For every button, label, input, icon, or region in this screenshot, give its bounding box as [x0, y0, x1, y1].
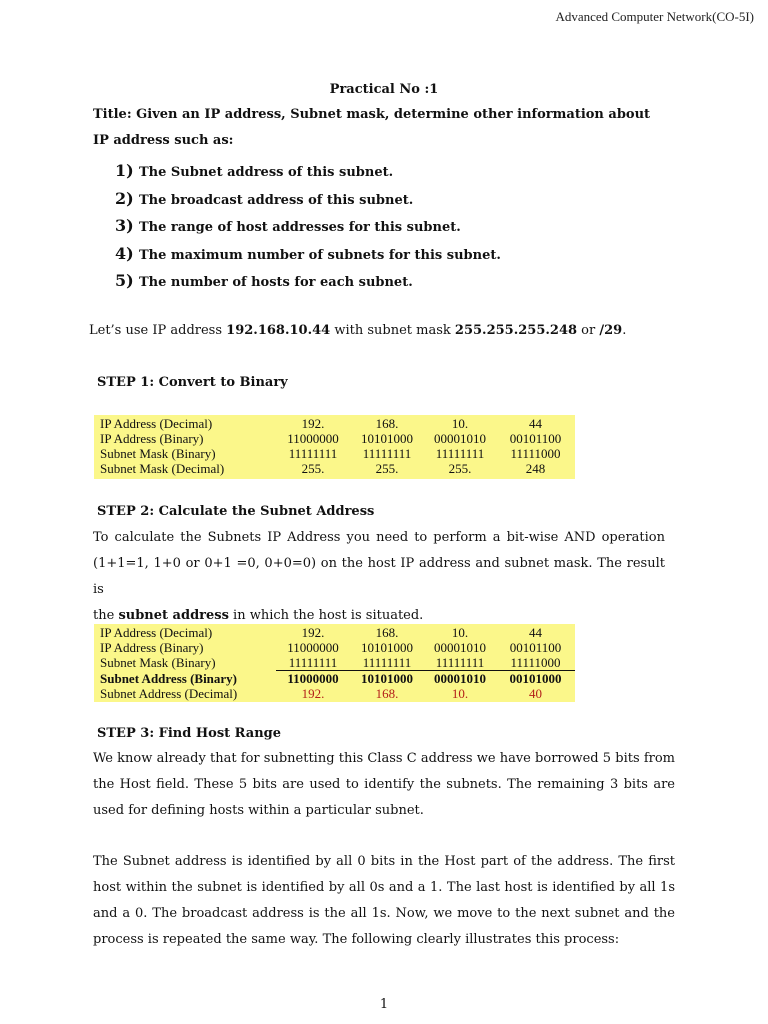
practical-number: Practical No :1 — [329, 82, 439, 97]
list-item: 3) The range of host addresses for this subnet. — [115, 216, 461, 235]
table-row: Subnet Mask (Decimal) 255. 255. 255. 248 — [100, 461, 546, 476]
title-line-2: IP address such as: — [93, 133, 234, 148]
list-item: 2) The broadcast address of this subnet. — [115, 188, 414, 208]
step3-paragraph-2: The Subnet address is identified by all 0 bits in the Host part of the address. The first host within the subnet is identified by all 0s and a 1. The last host is identified by all 1s and a 0. The broadcast address is the all 1s. Now, we move to the next subnet and the process is repeated the same way. The following clearly illustrates this process: — [93, 854, 675, 947]
objectives-list — [115, 157, 501, 295]
list-item: 5) The number of hosts for each subnet. — [115, 271, 413, 290]
table-row: IP Address (Decimal) 192. 168. 10. 44 — [100, 416, 542, 431]
table-row: IP Address (Binary) 11000000 10101000 00001010 00101100 — [100, 640, 562, 655]
example-cidr: /29 — [599, 323, 623, 338]
table-row: IP Address (Binary) 11000000 10101000 00001010 00101100 — [100, 431, 562, 446]
step3-heading: STEP 3: Find Host Range — [97, 726, 282, 741]
table-row: Subnet Address (Decimal) 192. 168. 10. 40 — [100, 686, 542, 701]
intro-sentence: Let’s use IP address 192.168.10.44 with subnet mask 255.255.255.248 or /29. — [89, 323, 627, 338]
page-number: 1 — [379, 997, 389, 1012]
title-line-1: Title: Given an IP address, Subnet mask, determine other information about — [93, 107, 651, 122]
list-item: 4) The maximum number of subnets for this subnet. — [115, 243, 501, 263]
example-mask: 255.255.255.248 — [454, 323, 578, 338]
subnet-address-table — [94, 624, 575, 702]
example-ip: 192.168.10.44 — [226, 323, 331, 338]
step2-paragraph: To calculate the Subnets IP Address you need to perform a bit-wise AND operation (1+1=1, 1+0 or 0+1 =0, 0+0=0) on the host IP address and subnet mask. The result is the subnet address in which the host is situated. — [93, 530, 665, 623]
step1-heading: STEP 1: Convert to Binary — [97, 375, 288, 390]
document-header: Advanced Computer Network(CO-5I) — [555, 9, 754, 24]
table-row: Subnet Mask (Binary) 11111111 11111111 11111111 11111000 — [100, 446, 561, 461]
table-row: Subnet Mask (Binary) 11111111 11111111 11111111 11111000 — [94, 655, 575, 671]
step3-paragraph-1: We know already that for subnetting this Class C address we have borrowed 5 bits from the Host field. These 5 bits are used to identify the subnets. The remaining 3 bits are used for defining hosts within a particular subnet. — [93, 751, 675, 818]
binary-conversion-table — [94, 415, 575, 479]
table-row: IP Address (Decimal) 192. 168. 10. 44 — [100, 625, 542, 640]
table-row: Subnet Address (Binary) 11000000 10101000 00001010 00101000 — [100, 670, 562, 686]
step2-heading: STEP 2: Calculate the Subnet Address — [97, 504, 375, 519]
list-item: 1) The Subnet address of this subnet. — [115, 161, 394, 180]
